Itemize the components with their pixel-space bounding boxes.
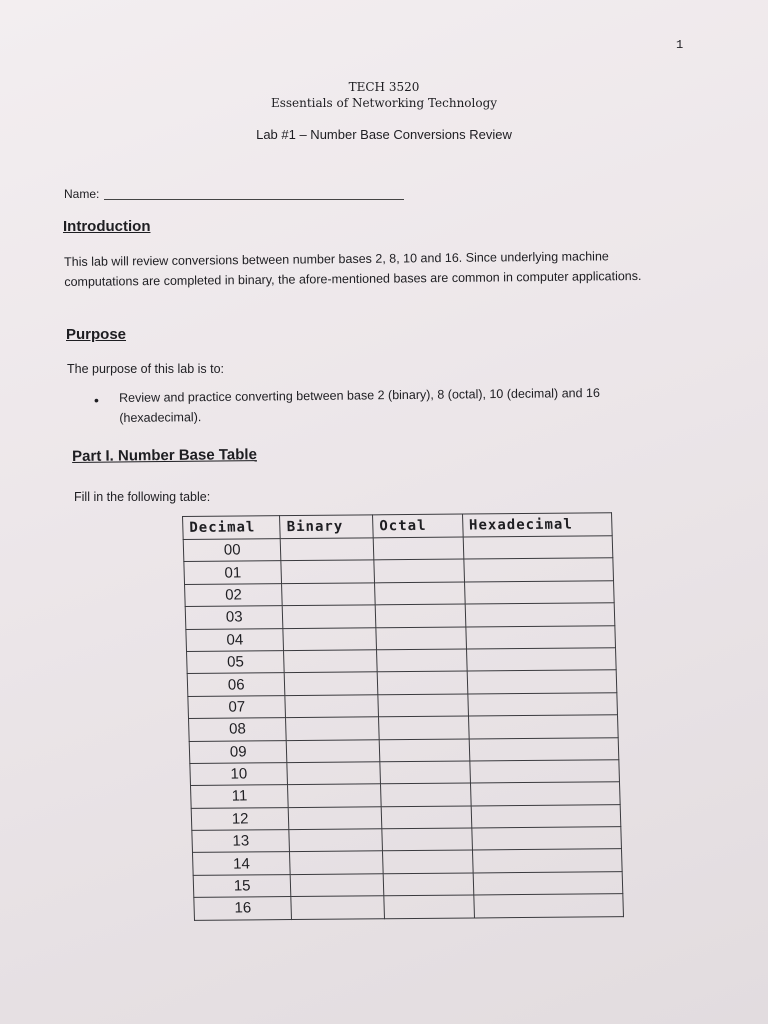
octal-cell[interactable] [381, 783, 471, 806]
decimal-cell: 03 [185, 606, 283, 629]
octal-cell[interactable] [375, 604, 465, 627]
decimal-cell: 09 [189, 740, 287, 763]
column-header-binary: Binary [280, 515, 373, 539]
hexadecimal-cell[interactable] [467, 670, 617, 694]
binary-cell[interactable] [290, 851, 383, 874]
binary-cell[interactable] [291, 896, 384, 919]
octal-cell[interactable] [377, 649, 467, 672]
binary-cell[interactable] [289, 829, 382, 852]
octal-cell[interactable] [383, 873, 473, 896]
binary-cell[interactable] [284, 650, 377, 673]
hexadecimal-cell[interactable] [472, 849, 622, 873]
octal-cell[interactable] [373, 537, 463, 560]
number-base-table [182, 512, 624, 920]
octal-cell[interactable] [379, 716, 469, 739]
course-code: TECH 3520 [348, 80, 420, 94]
bullet-icon: • [94, 392, 99, 408]
hexadecimal-cell[interactable] [464, 581, 614, 605]
binary-cell[interactable] [283, 627, 376, 650]
binary-cell[interactable] [287, 739, 380, 762]
column-header-decimal: Decimal [183, 516, 281, 540]
binary-cell[interactable] [286, 717, 379, 740]
octal-cell[interactable] [381, 806, 471, 829]
binary-cell[interactable] [287, 762, 380, 785]
part1-heading: Part I. Number Base Table [72, 446, 257, 465]
decimal-cell: 05 [187, 651, 285, 674]
hexadecimal-cell[interactable] [468, 692, 618, 716]
hexadecimal-cell[interactable] [464, 558, 614, 582]
octal-cell[interactable] [378, 694, 468, 717]
page-number: 1 [676, 38, 684, 52]
purpose-lead: The purpose of this lab is to: [67, 362, 225, 376]
decimal-cell: 06 [187, 673, 285, 696]
decimal-cell: 00 [183, 539, 281, 562]
column-header-hexadecimal: Hexadecimal [462, 513, 612, 537]
hexadecimal-cell[interactable] [472, 827, 622, 851]
binary-cell[interactable] [281, 538, 374, 561]
binary-cell[interactable] [285, 672, 378, 695]
hexadecimal-cell[interactable] [463, 536, 613, 560]
hexadecimal-cell[interactable] [470, 782, 620, 806]
course-title: Essentials of Networking Technology [270, 96, 498, 110]
decimal-cell: 01 [184, 561, 282, 584]
table-row [194, 894, 624, 920]
hexadecimal-cell[interactable] [474, 894, 624, 918]
hexadecimal-cell[interactable] [473, 872, 623, 896]
name-label: Name: [64, 187, 100, 201]
octal-cell[interactable] [376, 627, 466, 650]
column-header-octal: Octal [373, 514, 463, 538]
decimal-cell: 04 [186, 628, 284, 651]
octal-cell[interactable] [382, 828, 472, 851]
binary-cell[interactable] [282, 583, 375, 606]
decimal-cell: 02 [185, 583, 283, 606]
binary-cell[interactable] [291, 874, 384, 897]
decimal-cell: 11 [191, 785, 289, 808]
purpose-heading: Purpose [66, 326, 127, 343]
decimal-cell: 07 [188, 695, 286, 718]
octal-cell[interactable] [379, 739, 469, 762]
hexadecimal-cell[interactable] [469, 737, 619, 761]
octal-cell[interactable] [384, 895, 474, 918]
decimal-cell: 10 [190, 762, 288, 785]
binary-cell[interactable] [283, 605, 376, 628]
decimal-cell: 16 [194, 897, 292, 920]
hexadecimal-cell[interactable] [470, 760, 620, 784]
decimal-cell: 08 [189, 718, 287, 741]
hexadecimal-cell[interactable] [465, 603, 615, 627]
binary-cell[interactable] [285, 695, 378, 718]
decimal-cell: 15 [193, 874, 291, 897]
name-line [104, 199, 404, 200]
octal-cell[interactable] [374, 559, 464, 582]
hexadecimal-cell[interactable] [468, 715, 618, 739]
introduction-heading: Introduction [63, 218, 151, 235]
octal-cell[interactable] [375, 582, 465, 605]
hexadecimal-cell[interactable] [471, 804, 621, 828]
decimal-cell: 13 [192, 830, 290, 853]
octal-cell[interactable] [380, 761, 470, 784]
decimal-cell: 14 [192, 852, 290, 875]
hexadecimal-cell[interactable] [466, 625, 616, 649]
lab-title: Lab #1 – Number Base Conversions Review [256, 127, 512, 142]
part1-instruction: Fill in the following table: [74, 490, 211, 504]
introduction-text: This lab will review conversions between number bases 2, 8, 10 and 16. Since underlying machine computations are completed in binary, the afore-mentioned bases are common in computer applications. [64, 249, 642, 289]
purpose-bullet: Review and practice converting between base 2 (binary), 8 (octal), 10 (decimal) and 16 (hexadecimal). [119, 385, 600, 425]
binary-cell[interactable] [281, 560, 374, 583]
binary-cell[interactable] [288, 784, 381, 807]
octal-cell[interactable] [377, 671, 467, 694]
octal-cell[interactable] [383, 850, 473, 873]
decimal-cell: 12 [191, 807, 289, 830]
hexadecimal-cell[interactable] [466, 648, 616, 672]
binary-cell[interactable] [289, 806, 382, 829]
